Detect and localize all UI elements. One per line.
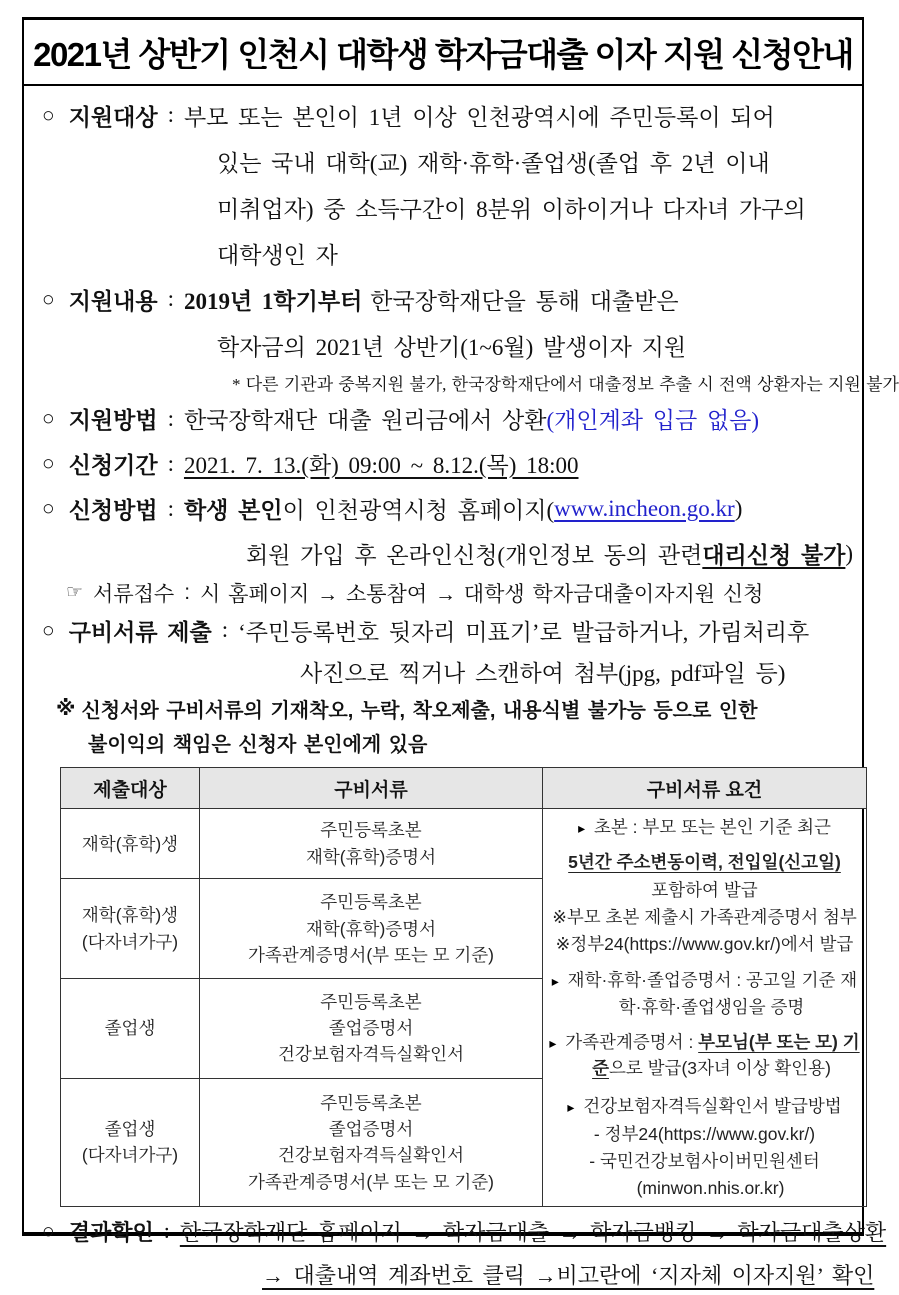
- section-result-line2: [36, 1253, 875, 1295]
- section-target-line2: [36, 138, 854, 184]
- separator: :: [167, 495, 174, 521]
- req-gov24-line: - 정부24(https://www.gov.kr/): [593, 1123, 816, 1144]
- apply-text-2: ): [734, 495, 743, 521]
- req-bold-underline: 5년간 주소변동이력, 전입일(신고일): [568, 852, 841, 873]
- circle-bullet-icon: ○: [42, 496, 55, 520]
- apply-bold-text: 학생 본인: [183, 498, 283, 523]
- doc-line: 주민등록초본: [320, 820, 422, 841]
- doc-line: 졸업증명서: [328, 1018, 414, 1039]
- target-line: (다자녀가구): [81, 931, 179, 952]
- triangle-bullet-icon: ▸: [578, 820, 586, 836]
- target-cell: [61, 1078, 200, 1207]
- triangle-bullet-icon: ▸: [551, 973, 559, 990]
- docs-cell: [200, 879, 543, 979]
- docs-receipt-label: 서류접수: [93, 582, 175, 606]
- target-text-1: 부모 또는 본인이 1년 이상 인천광역시에 주민등록이 되어: [183, 104, 775, 130]
- doc-line: 재학(휴학)증명서: [306, 918, 436, 939]
- req-nhis-line: - 국민건강보험사이버민원센터: [589, 1150, 820, 1171]
- separator: :: [221, 617, 229, 642]
- section-apply-line2: [36, 531, 854, 576]
- req-text: 초본 : 부모 또는 본인 기준 최근: [594, 817, 831, 837]
- req-text: 포함하여 발급: [651, 879, 758, 900]
- section-content-note: [36, 368, 899, 396]
- target-cell: [61, 879, 200, 979]
- required-documents-table: [60, 767, 867, 1207]
- doc-line: 건강보험자격득실확인서: [278, 1044, 464, 1065]
- section-method-label: 지원방법: [68, 408, 158, 433]
- target-line: 재학(휴학)생: [81, 833, 179, 854]
- req-item-chobon: [545, 814, 864, 840]
- table-row: [61, 809, 867, 879]
- content-note-text: * 다른 기관과 중복지원 불가, 한국장학재단에서 대출정보 추출 시 전액 상환자는 지원 불가: [232, 374, 899, 394]
- caution-line2: [36, 725, 854, 759]
- document-body: [24, 86, 899, 1295]
- triangle-bullet-icon: ▸: [567, 1099, 575, 1116]
- target-line: 재학(휴학)생: [81, 905, 179, 926]
- section-docs-submit-line2: [36, 651, 854, 691]
- section-target-line1: [36, 92, 854, 138]
- target-text-4: 대학생인 자: [217, 242, 338, 268]
- result-path-1: 한국장학재단 홈페이지 → 학자금대출 → 학자금뱅킹 → 학자금대출상환: [179, 1219, 887, 1245]
- separator: :: [167, 405, 174, 431]
- docs-cell: [200, 1078, 543, 1207]
- section-method-line: [36, 396, 854, 441]
- docs-cell: [200, 979, 543, 1079]
- doc-line: 건강보험자격득실확인서: [278, 1145, 464, 1166]
- section-docs-submit-label: 구비서류 제출: [68, 619, 212, 645]
- separator: :: [167, 102, 174, 127]
- separator: :: [167, 450, 174, 476]
- document-title-bar: [24, 20, 862, 86]
- separator: :: [184, 580, 191, 604]
- req-text: 건강보험자격득실확인서 발급방법: [583, 1096, 842, 1117]
- target-cell: [61, 979, 200, 1079]
- circle-bullet-icon: ○: [42, 102, 55, 127]
- doc-line: 주민등록초본: [320, 991, 422, 1012]
- incheon-homepage-link[interactable]: www.incheon.go.kr: [554, 495, 735, 521]
- apply-text-1: 이 인천광역시청 홈페이지(: [282, 498, 555, 523]
- section-content-line2: [36, 322, 854, 368]
- separator: :: [167, 286, 174, 311]
- target-cell: [61, 809, 200, 879]
- method-blue-text: (개인계좌 입금 없음): [546, 408, 760, 433]
- doc-line: 주민등록초본: [320, 1092, 422, 1113]
- section-period-label: 신청기간: [68, 453, 158, 478]
- req-nhis-url: (minwon.nhis.or.kr): [636, 1178, 785, 1198]
- doc-line: 주민등록초본: [320, 892, 422, 913]
- content-text-1: 한국장학재단을 통해 대출받은: [370, 288, 679, 314]
- table-header-row: [61, 768, 867, 809]
- doc-line: 재학(휴학)증명서: [306, 846, 436, 867]
- document-border-box: [22, 17, 899, 1288]
- req-text: 으로 발급(3자녀 이상 확인용): [608, 1058, 831, 1078]
- caution-text-1: 신청서와 구비서류의 기재착오, 누락, 착오제출, 내용식별 불가능 등으로 인한: [81, 699, 758, 722]
- section-content-line1: [36, 276, 854, 322]
- period-date-range: 2021. 7. 13.(화) 09:00 ~ 8.12.(목) 18:00: [183, 453, 579, 478]
- doc-line: 가족관계증명서(부 또는 모 기준): [247, 944, 494, 965]
- target-line: 졸업생: [104, 1018, 156, 1039]
- apply-no-proxy-text: 대리신청 불가: [702, 543, 846, 568]
- target-text-2: 있는 국내 대학(교) 재학·휴학·졸업생(졸업 후 2년 이내: [217, 150, 770, 176]
- section-result-label: 결과확인: [68, 1219, 154, 1245]
- section-docs-submit-line1: [36, 609, 854, 651]
- target-line: (다자녀가구): [81, 1145, 179, 1166]
- section-target-label: 지원대상: [68, 104, 158, 130]
- docs-submit-text-2: 사진으로 찍거나 스캔하여 첨부(jpg, pdf파일 등): [300, 660, 786, 686]
- header-docs: 구비서류: [200, 768, 543, 809]
- req-note-1: ※부모 초본 제출시 가족관계증명서 첨부: [552, 906, 857, 927]
- result-path-2: → 대출내역 계좌번호 클릭 →비고란에 ‘지자체 이자지원’ 확인: [262, 1262, 875, 1288]
- pointing-hand-icon: ☞: [66, 582, 84, 603]
- docs-submit-text-1: ‘주민등록번호 뒷자리 미표기’로 발급하거나, 가림처리후: [238, 619, 810, 645]
- section-content-label: 지원내용: [68, 288, 158, 314]
- docs-receipt-line: [36, 576, 854, 609]
- caution-text-2: 불이익의 책임은 신청자 본인에게 있음: [88, 733, 428, 756]
- reference-mark-icon: ※: [56, 697, 76, 720]
- doc-line: 졸업증명서: [328, 1119, 414, 1140]
- req-text: 재학·휴학·졸업증명서 : 공고일 기준 재학·휴학·졸업생임을 증명: [567, 970, 858, 1017]
- header-target: 제출대상: [61, 768, 200, 809]
- req-bold-underline: 부모님(부 또는 모) 기준: [592, 1031, 860, 1078]
- section-target-line3: [36, 184, 854, 230]
- section-period-line: [36, 441, 854, 486]
- req-text: 가족관계증명서 :: [565, 1031, 699, 1052]
- docs-receipt-path: 시 홈페이지 → 소통참여 → 대학생 학자금대출이자지원 신청: [200, 582, 764, 606]
- req-item-family-cert: [545, 1029, 864, 1082]
- apply-text-4: ): [845, 540, 854, 566]
- section-target-line4: [36, 230, 854, 276]
- circle-bullet-icon: ○: [42, 406, 55, 430]
- content-bold-text: 2019년 1학기부터: [183, 288, 363, 314]
- docs-cell: [200, 809, 543, 879]
- req-item-health-insurance: [545, 1093, 864, 1119]
- triangle-bullet-icon: ▸: [549, 1034, 557, 1051]
- caution-line1: [36, 691, 854, 725]
- req-item-enrollment: [545, 967, 864, 1020]
- circle-bullet-icon: ○: [42, 1218, 55, 1243]
- target-line: 졸업생: [104, 1119, 156, 1140]
- doc-line: 가족관계증명서(부 또는 모 기준): [247, 1171, 494, 1192]
- requirements-cell: [543, 809, 867, 1207]
- circle-bullet-icon: ○: [42, 617, 55, 642]
- content-text-2: 학자금의 2021년 상반기(1~6월) 발생이자 지원: [217, 334, 687, 360]
- req-note-2: ※정부24(https://www.gov.kr/)에서 발급: [555, 934, 854, 954]
- target-text-3: 미취업자) 중 소득구간이 8분위 이하이거나 다자녀 가구의: [217, 196, 806, 222]
- document-title: 2021년 상반기 인천시 대학생 학자금대출 이자 지원 신청안내: [33, 35, 853, 73]
- section-apply-line1: [36, 486, 854, 531]
- circle-bullet-icon: ○: [42, 286, 55, 311]
- section-apply-label: 신청방법: [68, 498, 158, 523]
- section-result-line1: [36, 1209, 887, 1253]
- method-text: 한국장학재단 대출 원리금에서 상환: [183, 408, 547, 433]
- separator: :: [163, 1218, 170, 1244]
- header-requirements: 구비서류 요건: [543, 768, 867, 809]
- circle-bullet-icon: ○: [42, 451, 55, 475]
- apply-text-3: 회원 가입 후 온라인신청(개인정보 동의 관련: [246, 543, 703, 568]
